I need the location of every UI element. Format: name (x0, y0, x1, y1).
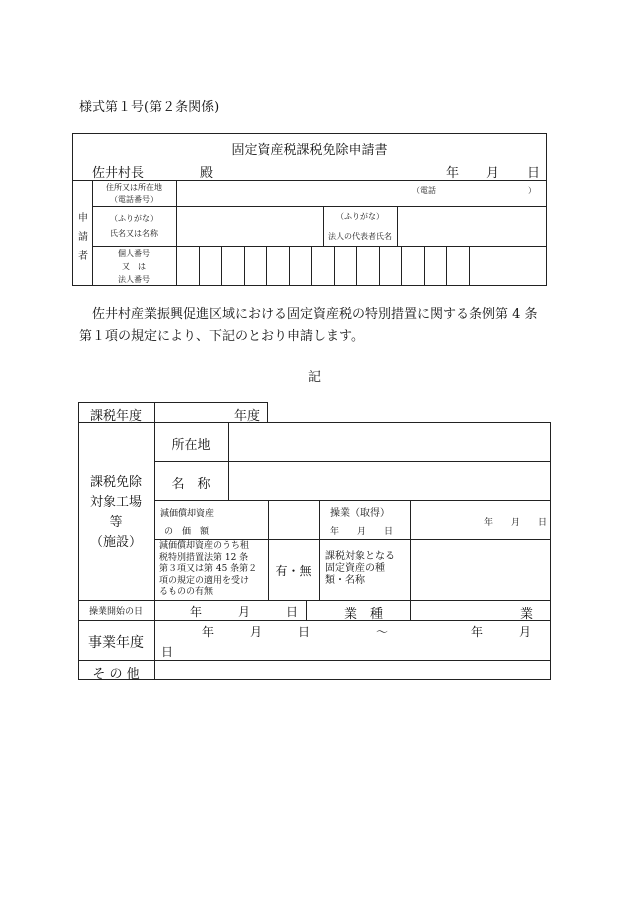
furigana-label: （ふりがな） (110, 214, 158, 223)
special-measures-line: 項の規定の適用を受け (159, 575, 250, 586)
business-year-to-day: 日 (161, 645, 174, 659)
depreciable-label: 減価償却資産 (160, 509, 215, 519)
detail-row-line (154, 461, 551, 462)
addressee: 佐井村長 (92, 166, 145, 181)
asset-type-line: 類・名称 (325, 575, 365, 586)
name-label: 氏名又は名称 (110, 229, 158, 238)
applicant-label-char: 請 (78, 232, 88, 243)
special-measures-line: るものの有無 (159, 587, 214, 597)
yes-no-option[interactable]: 有・無 (275, 564, 312, 578)
id-number-label: 法人番号 (118, 275, 150, 284)
id-digit-divider (401, 246, 402, 286)
start-date-label: 操業開始の日 (88, 607, 143, 617)
detail-col-line (228, 422, 229, 500)
facility-label: 等 (109, 515, 123, 530)
industry-label: 業 種 (344, 607, 384, 622)
representative-label: 法人の代表者氏名 (328, 232, 392, 241)
detail-col-line (268, 500, 269, 600)
detail-row-line (78, 660, 551, 661)
phone-open: （電話 (412, 186, 436, 195)
detail-col-line (306, 600, 307, 620)
header-col-line (176, 180, 177, 286)
applicant-label-char: 申 (78, 213, 88, 224)
start-date-value: 年 月 日 (190, 605, 299, 619)
industry-suffix: 業 (520, 607, 534, 622)
date-year-label: 年 (446, 166, 460, 181)
facility-label: 対象工場 (89, 495, 142, 510)
special-measures-line: 第３項又は第 45 条第２ (159, 564, 258, 574)
asset-type-line: 固定資産の種 (325, 563, 385, 574)
business-year-tilde: ～ (376, 625, 389, 639)
form-title: 固定資産税課税免除申請書 (231, 143, 388, 158)
header-row-line (92, 206, 547, 207)
rep-furigana-label: （ふりがな） (336, 212, 384, 221)
honorific: 殿 (200, 166, 214, 181)
id-digit-divider (334, 246, 335, 286)
applicant-label-char: 者 (78, 251, 88, 262)
detail-row-line (78, 620, 551, 621)
detail-col-line (154, 422, 155, 680)
id-digit-divider (469, 246, 470, 286)
tax-year-label: 課税年度 (89, 409, 142, 424)
detail-row-line (154, 539, 551, 540)
intro-paragraph (79, 304, 559, 348)
asset-type-label (325, 551, 395, 587)
id-digit-divider (356, 246, 357, 286)
header-row-line (92, 246, 547, 247)
id-digit-divider (424, 246, 425, 286)
phone-number-label: （電話番号） (110, 195, 158, 204)
business-year-label: 事業年度 (88, 635, 144, 651)
ki-heading: 記 (308, 370, 322, 385)
address-label: 住所又は所在地 (106, 183, 162, 192)
detail-row-line (154, 500, 551, 501)
form-number: 様式第１号(第２条関係) (79, 100, 220, 115)
id-digit-divider (311, 246, 312, 286)
tax-year-unit: 年度 (234, 409, 261, 424)
id-number-label: 個人番号 (118, 249, 150, 258)
asset-type-line: 課税対象となる (325, 551, 395, 562)
tax-year-divider (154, 402, 155, 423)
operation-date-value: 年 月 日 (484, 518, 548, 528)
id-digit-divider (199, 246, 200, 286)
id-number-label: 又 は (122, 262, 146, 271)
detail-row-line (78, 600, 551, 601)
id-digit-divider (379, 246, 380, 286)
detail-col-line (410, 600, 411, 620)
phone-close: ） (528, 186, 536, 195)
other-label: そ の 他 (92, 667, 140, 682)
detail-col-line (410, 500, 411, 600)
id-digit-divider (244, 246, 245, 286)
id-digit-divider (266, 246, 267, 286)
intro-line: 第１項の規定により、下記のとおり申請します。 (79, 329, 364, 344)
facility-name-label: 名 称 (171, 477, 211, 492)
facility-label: （施設） (89, 535, 142, 550)
location-label: 所在地 (171, 438, 211, 453)
id-digit-divider (221, 246, 222, 286)
business-year-to: 年 月 (471, 625, 532, 639)
id-digit-divider (289, 246, 290, 286)
detail-col-line (319, 500, 320, 600)
business-year-from: 年 月 日 (202, 625, 311, 639)
date-month-label: 月 (486, 166, 500, 181)
facility-label: 課税免除 (89, 475, 142, 490)
special-measures-line: 税特別措置法第 12 条 (159, 552, 249, 563)
special-measures-label (159, 541, 257, 599)
id-digit-divider (446, 246, 447, 286)
intro-line: 佐井村産業振興促進区域における固定資産税の特別措置に関する条例第 4 条 (92, 307, 538, 322)
operation-label: 操業（取得） (330, 508, 390, 519)
depreciable-value-label: の 価 額 (164, 527, 210, 537)
special-measures-line: 減価償却資産のうち租 (159, 541, 250, 551)
date-day-label: 日 (527, 166, 541, 181)
header-col-line (397, 206, 398, 246)
operation-date-label: 年 月 日 (330, 527, 394, 537)
